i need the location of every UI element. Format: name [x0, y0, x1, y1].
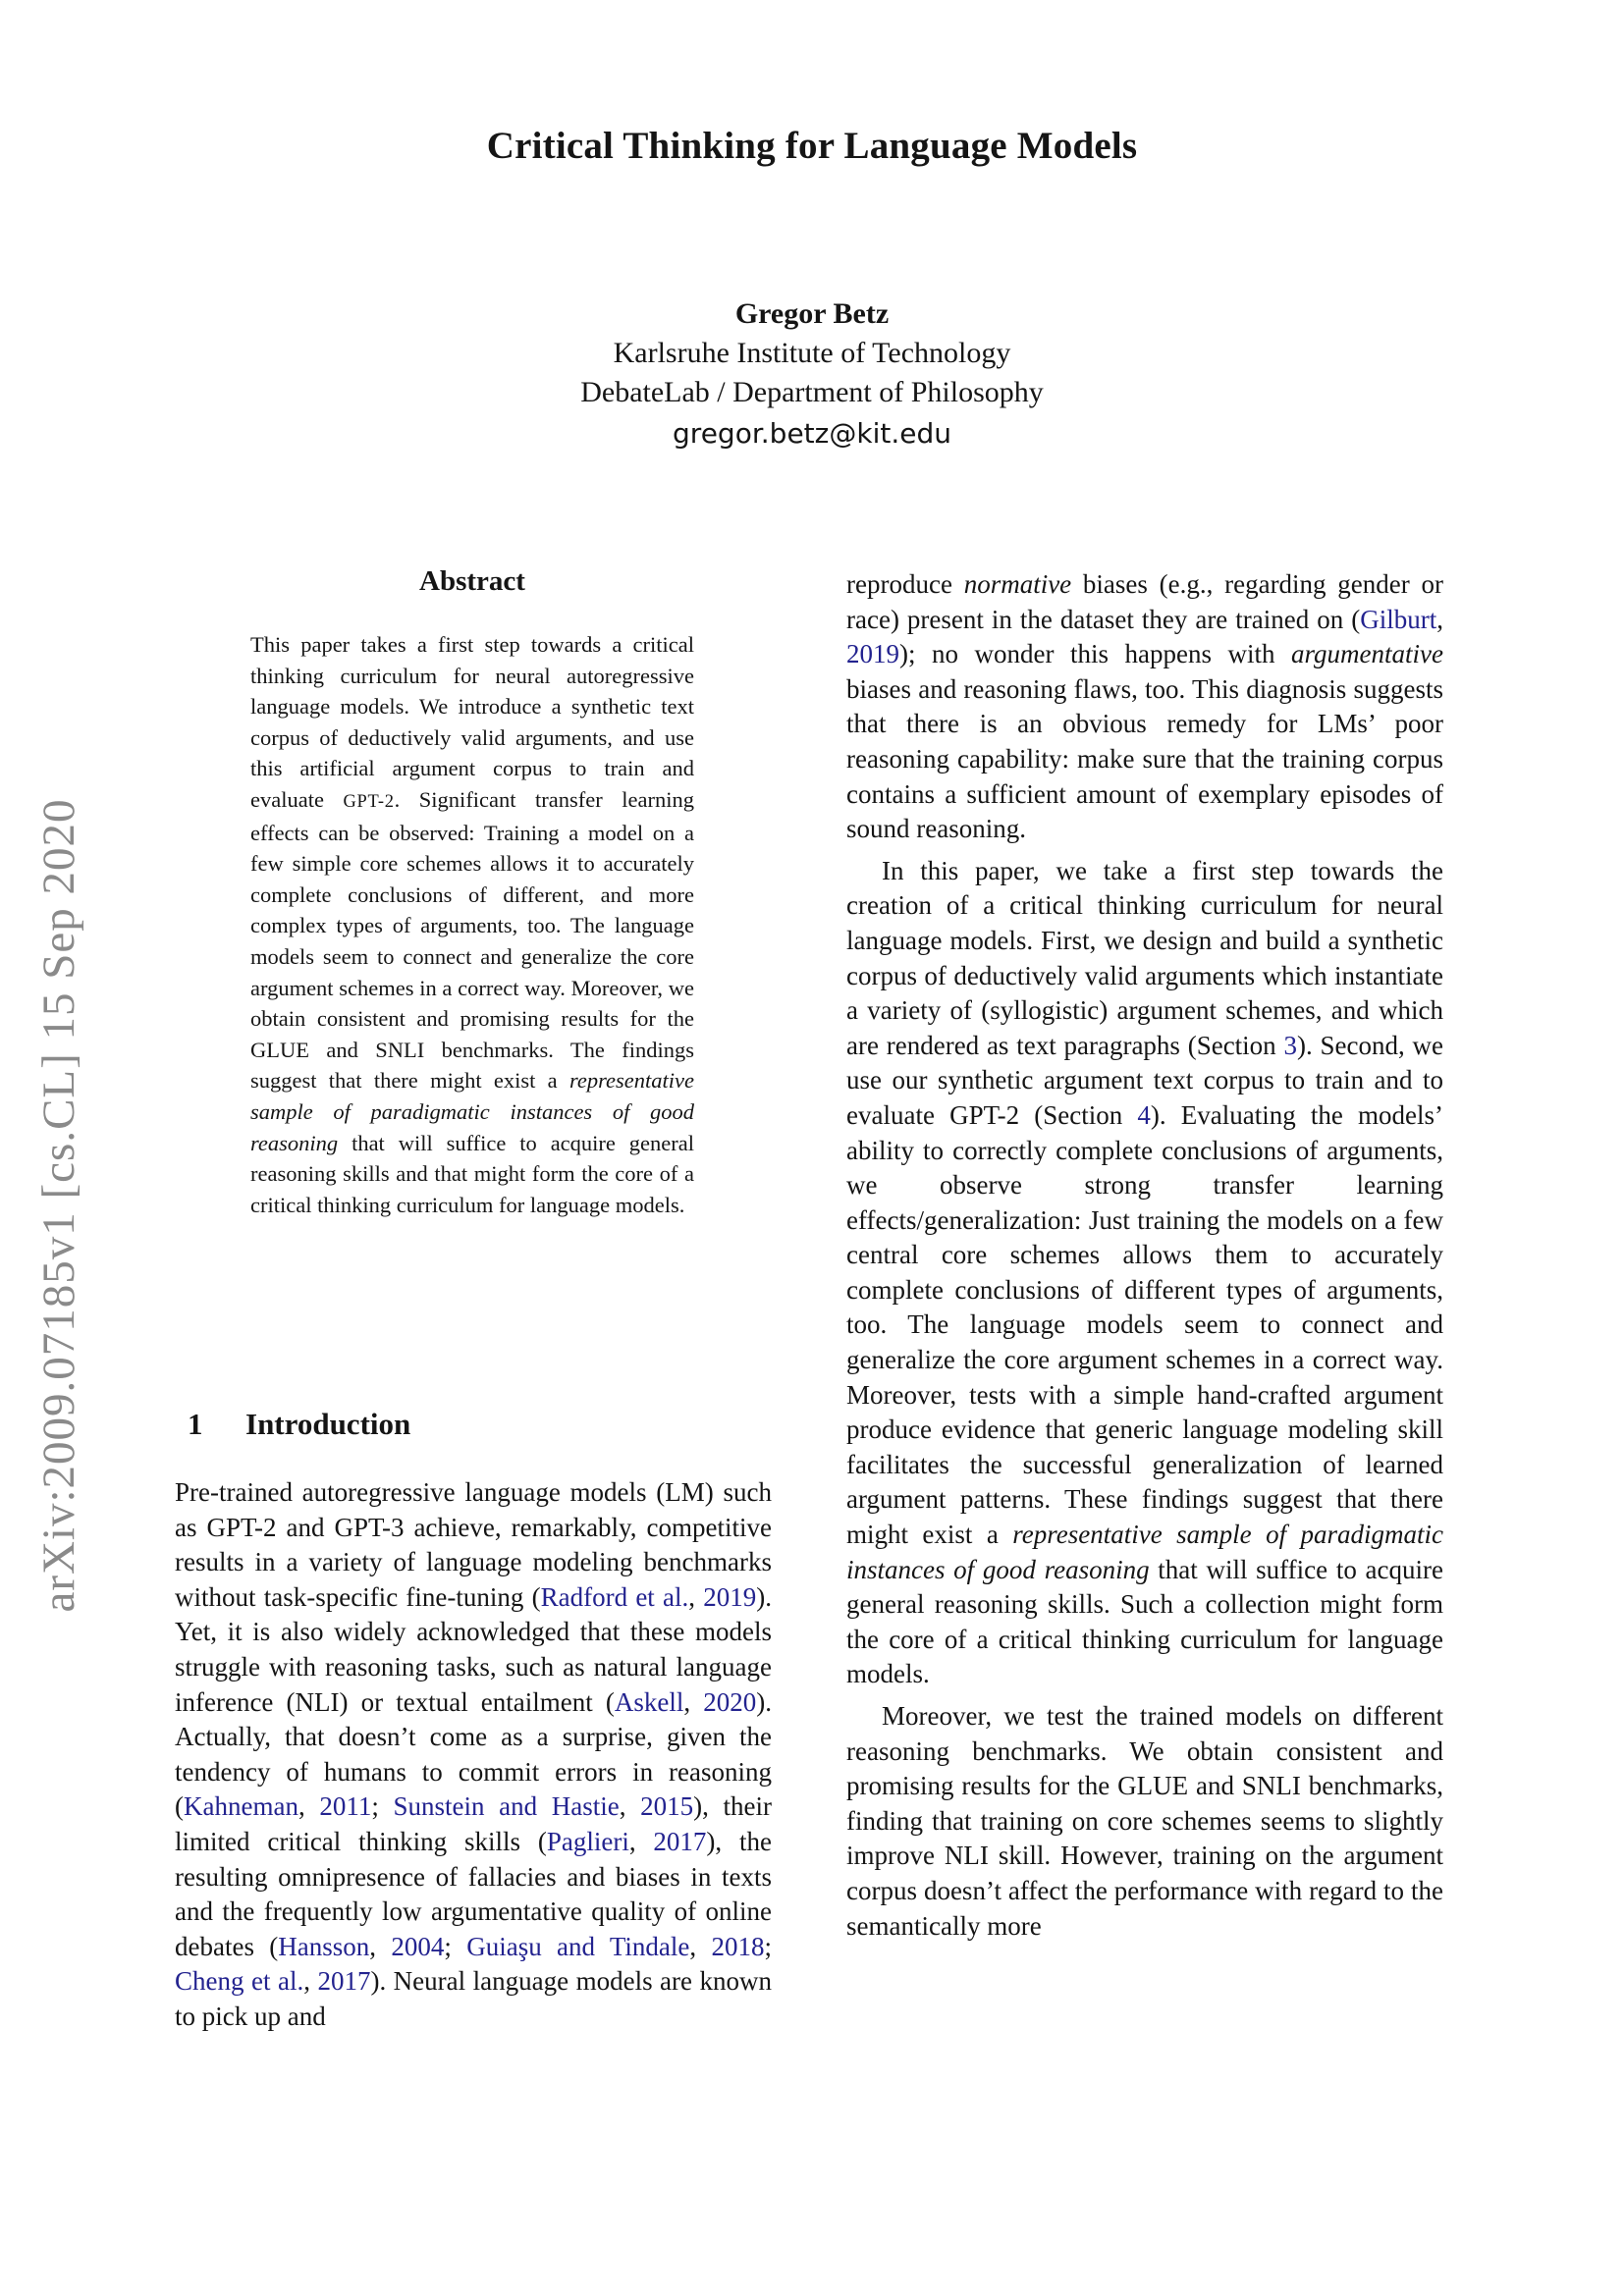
text-run: GPT-2	[343, 790, 395, 811]
text-run: ). Actually, that doesn’t come as a surprise, given the tendency of humans to commit errors in reasoning (	[175, 1686, 772, 1822]
right-column	[846, 567, 1443, 1944]
citation-link[interactable]: 3	[1283, 1030, 1297, 1060]
text-run: Moreover, we test the trained models on different reasoning benchmarks. We obtain consistent and promising results for the GLUE and SNLI benchmarks, finding that training on core schemes seems to slightly improve NLI skill. However, training on the argument corpus doesn’t affect the performance with regard to the semantically more	[846, 1701, 1443, 1941]
text-run: ,	[1436, 604, 1443, 634]
citation-link[interactable]: 4	[1137, 1099, 1151, 1130]
text-run: normative	[963, 569, 1072, 599]
author-affiliation-department: DebateLab / Department of Philosophy	[580, 376, 1044, 408]
author-block	[0, 294, 1624, 454]
author-email: gregor.betz@kit.edu	[673, 417, 951, 450]
citation-link[interactable]: 2017	[317, 1966, 371, 1997]
text-run: ,	[298, 1791, 320, 1822]
section-heading-introduction	[188, 1407, 410, 1442]
citation-link[interactable]: Sunstein and Hastie	[393, 1791, 620, 1822]
citation-link[interactable]: 2020	[703, 1686, 757, 1717]
citation-link[interactable]: 2017	[653, 1826, 707, 1856]
text-run: ). Evaluating the models’ ability to correctly complete conclusions of arguments, we observe strong transfer learning effects/generalization: Just training the models on a few central core schemes allows them to accurately complete conclusions of different types of arguments, too. The language models seem to connect and generalize the core argument schemes in a correct way. Moreover, tests with a simple hand-crafted argument produce evidence that generic language modeling skill facilitates the successful generalization of learned argument patterns. These findings suggest that there might exist a	[846, 1099, 1443, 1550]
text-run: ;	[444, 1931, 467, 1961]
arxiv-watermark-text: arXiv:2009.07185v1 [cs.CL] 15 Sep 2020	[33, 798, 84, 1613]
text-run: reproduce	[846, 569, 964, 599]
citation-link[interactable]: 2004	[391, 1931, 445, 1961]
citation-link[interactable]: Radford et al.	[540, 1581, 689, 1612]
paragraph-continuation	[846, 567, 1443, 847]
citation-link[interactable]: Kahneman	[184, 1791, 298, 1822]
author-affiliation-institute: Karlsruhe Institute of Technology	[613, 337, 1011, 369]
citation-link[interactable]: 2011	[319, 1791, 372, 1822]
text-run: representative sample of paradigmatic instances of good reasoning	[250, 1068, 694, 1155]
citation-link[interactable]: 2015	[640, 1791, 694, 1822]
text-run: ,	[689, 1931, 712, 1961]
citation-link[interactable]: Askell	[614, 1686, 684, 1717]
text-run: ;	[764, 1931, 773, 1961]
text-run: ,	[628, 1826, 654, 1856]
text-run: Pre-trained autoregressive language models (LM) such as GPT-2 and GPT-3 achieve, remarkably, competitive results in a variety of language modeling benchmarks without task-specific fine-tuning (	[175, 1477, 772, 1612]
section-title: Introduction	[245, 1407, 411, 1441]
text-run: ). Neural language models are known to pick up and	[175, 1966, 773, 2031]
text-run: . Significant transfer learning effects can be observed: Training a model on a few simple core schemes allows it to accurately complete conclusions of different, and more complex types of arguments, too. The language models seem to connect and generalize the core argument schemes in a correct way. Moreover, we obtain consistent and promising results for the GLUE and SNLI benchmarks. The findings suggest that there might exist a	[250, 786, 694, 1094]
citation-link[interactable]: Gilburt	[1360, 604, 1437, 634]
text-run: ,	[303, 1966, 318, 1997]
text-run: ); no wonder this happens with	[899, 639, 1292, 669]
text-run: that will suffice to acquire general reasoning skills. Such a collection might form the core of a critical thinking curriculum for language models.	[846, 1554, 1443, 1689]
text-run: ), the resulting omnipresence of fallacies and biases in texts and the frequently low argumentative quality of online debates (	[175, 1826, 772, 1961]
text-run: ). Yet, it is also widely acknowledged that these models struggle with reasoning tasks, such as natural language inference (NLI) or textual entailment (	[175, 1581, 773, 1717]
intro-paragraph	[175, 1475, 772, 2035]
citation-link[interactable]: Cheng et al.	[175, 1966, 304, 1997]
author-name: Gregor Betz	[734, 297, 890, 330]
citation-link[interactable]: 2019	[846, 639, 899, 669]
paper-title: Critical Thinking for Language Models	[486, 125, 1138, 167]
citation-link[interactable]: Paglieri	[546, 1826, 629, 1856]
citation-link[interactable]: 2018	[711, 1931, 765, 1961]
abstract-text	[250, 629, 694, 1220]
text-run: ), their limited critical thinking skills (	[175, 1791, 772, 1856]
text-run: In this paper, we take a first step towards the creation of a critical thinking curriculum for neural language models. First, we design and build a synthetic corpus of deductively valid arguments which instantiate a variety of (syllogistic) argument schemes, and which are rendered as text paragraphs (Section	[846, 855, 1443, 1060]
text-run: ,	[688, 1581, 704, 1612]
text-run: that will suffice to acquire general reasoning skills and that might form the core of a critical thinking curriculum for language models.	[250, 1130, 694, 1217]
text-run: ,	[683, 1686, 704, 1717]
citation-link[interactable]: Hansson	[278, 1931, 370, 1961]
text-run: biases (e.g., regarding gender or race) present in the dataset they are trained on (	[846, 569, 1443, 634]
text-run: ). Second, we use our synthetic argument text corpus to train and to evaluate GPT-2 (Section	[846, 1030, 1443, 1130]
paragraph	[846, 854, 1443, 1692]
citation-link[interactable]: Guiaşu and Tindale	[466, 1931, 690, 1961]
abstract-heading: Abstract	[419, 565, 525, 597]
citation-link[interactable]: 2019	[703, 1581, 757, 1612]
paragraph	[846, 1699, 1443, 1944]
text-run: This paper takes a first step towards a critical thinking curriculum for neural autoregressive language models. We introduce a synthetic text corpus of deductively valid arguments, and use this artificial argument corpus to train and evaluate	[250, 632, 694, 812]
text-run: biases and reasoning flaws, too. This diagnosis suggests that there is an obvious remedy for LMs’ poor reasoning capability: make sure that the training corpus contains a sufficient amount of exemplary episodes of sound reasoning.	[846, 673, 1443, 844]
text-run: ,	[619, 1791, 641, 1822]
text-run: ;	[371, 1791, 394, 1822]
text-run: ,	[369, 1931, 392, 1961]
section-number: 1	[188, 1407, 203, 1441]
text-run: argumentative	[1291, 639, 1443, 669]
text-run: representative sample of paradigmatic instances of good reasoning	[846, 1520, 1443, 1584]
